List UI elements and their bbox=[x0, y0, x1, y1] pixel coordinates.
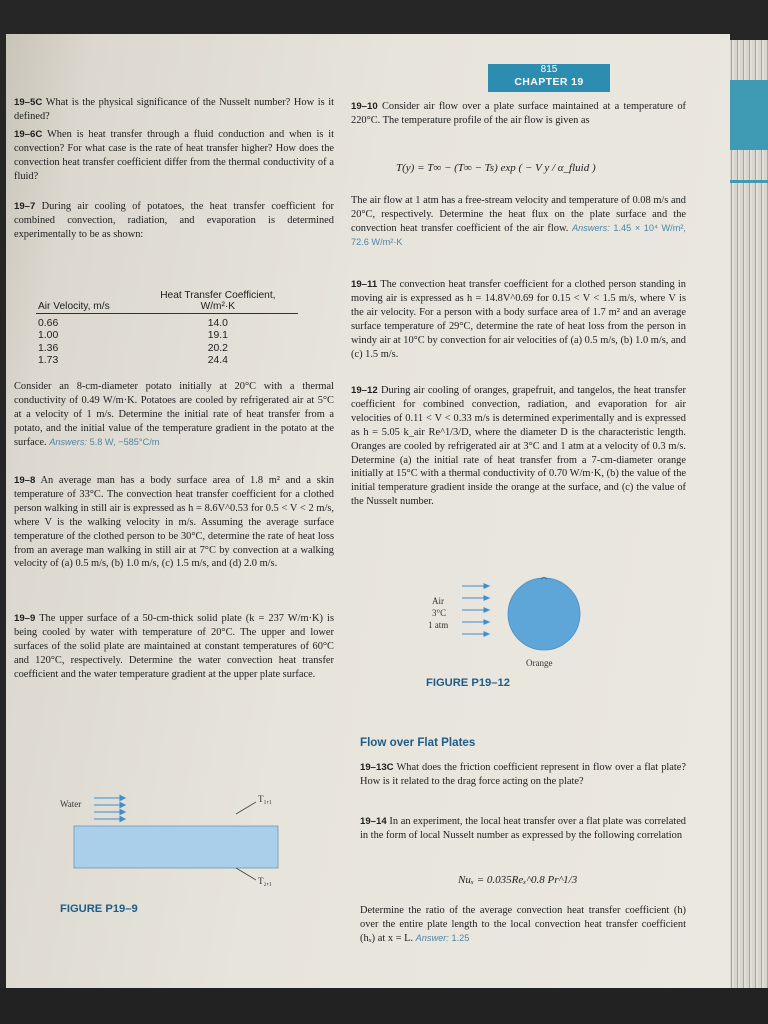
t1-label: T₁,₁ bbox=[258, 794, 273, 804]
problem-19-14: 19–14 In an experiment, the local heat transfer over a flat plate was correlated in the form of local Nusselt number as expressed by the following correlation bbox=[360, 816, 686, 841]
solid-plate bbox=[74, 826, 278, 868]
heat-transfer-table bbox=[36, 290, 298, 368]
problem-19-9: 19–9 The upper surface of a 50-cm-thick solid plate (k = 237 W/m·K) is being cooled by water with temperature of 20°C. The upper and lower surfaces of the solid plate are maintained at constant temperatures of 60°C and 120°C, respectively. Determine the water convection heat transfer coefficient and the water temperature gradient at the upper plate surface. bbox=[14, 613, 334, 680]
problem-19-5c: 19–5C What is the physical significance of the Nusselt number? How is it defined? bbox=[14, 97, 334, 122]
chapter-label: CHAPTER 19 bbox=[514, 76, 584, 88]
figure-p19-9-caption: FIGURE P19–9 bbox=[60, 903, 138, 915]
equation-nusselt: Nuₓ = 0.035Reₓ^0.8 Pr^1/3 bbox=[458, 874, 578, 886]
air-pressure-label: 1 atm bbox=[428, 620, 449, 630]
bottom-shadow bbox=[0, 988, 768, 1024]
problem-19-10-continued: The air flow at 1 atm has a free-stream velocity and temperature of 0.08 m/s and 20°C, respectively. Determine the heat flux on the plate surface and the convection heat transfer coefficient of the air flow. Answers: 1.45 × 10⁴ W/m², 72.6 W/m²·K bbox=[351, 195, 686, 247]
problem-19-13c: 19–13C What does the friction coefficient represent in flow over a flat plate? How is it related to the drag force acting on the plate? bbox=[360, 762, 687, 787]
figure-p19-12-caption: FIGURE P19–12 bbox=[426, 677, 510, 689]
air-temperature-label: 3°C bbox=[432, 608, 447, 618]
section-heading: Flow over Flat Plates bbox=[360, 736, 476, 749]
problem-19-7: 19–7 During air cooling of potatoes, the heat transfer coefficient for combined convection, radiation, and evaporation is determined experimentally to be as shown: bbox=[14, 201, 334, 240]
table-header-coefficient: Heat Transfer Coefficient, W/m²·K bbox=[138, 290, 298, 314]
page-number: 815 bbox=[540, 64, 558, 75]
table-row: 1.00 19.1 bbox=[38, 330, 228, 342]
figure-p19-12-diagram bbox=[422, 574, 602, 676]
orange-sphere bbox=[508, 578, 580, 650]
air-label: Air bbox=[432, 596, 444, 606]
figure-p19-9-diagram bbox=[54, 786, 314, 896]
problem-19-10: 19–10 Consider air flow over a plate surface maintained at a temperature of 220°C. The temperature profile of the air flow is given as bbox=[351, 101, 686, 126]
table-row: 1.36 20.2 bbox=[38, 342, 228, 354]
book-page bbox=[6, 34, 730, 992]
t2-label: T₂,₁ bbox=[258, 876, 273, 886]
flow-arrows bbox=[94, 796, 125, 822]
table-header-velocity: Air Velocity, m/s bbox=[36, 290, 138, 314]
problem-19-8: 19–8 An average man has a body surface area of 1.8 m² and a skin temperature of 33°C. The convection heat transfer coefficient for a clothed person walking in still air is expressed as h = 8.6V^0.53 for 0.5 < V < 2 m/s, where V is the walking velocity in m/s. Assuming the average surface temperature of the clothed person to be 30°C, determine the rate of heat loss from an average man walking in still air at 7°C by convection at a walking velocity of (a) 0.5 m/s, (b) 1.0 m/s, (c) 1.5 m/s, and (d) 2.0 m/s. bbox=[14, 475, 335, 570]
problem-19-6c: 19–6C When is heat transfer through a fluid conduction and when is it convection? For what case is the rate of heat transfer higher? How does the convection heat transfer coefficient differ from the thermal conductivity of a fluid? bbox=[14, 129, 334, 182]
problem-19-11: 19–11 The convection heat transfer coefficient for a clothed person standing in moving air is expressed as h = 14.8V^0.69 for 0.15 < V < 1.5 m/s, where V is the air velocity. For a person with a body surface area of 1.7 m² and an average surface temperature of 29°C, determine the rate of heat loss from the person in windy air at 10°C by convection for air velocities of (a) 0.5 m/s, (b) 1.0 m/s, and (c) 1.5 m/s. bbox=[351, 279, 686, 360]
air-flow-arrows bbox=[462, 584, 489, 636]
problem-19-14-continued: Determine the ratio of the average convection heat transfer coefficient (h) over the entire plate length to the local convection heat transfer coefficient (hₓ) at x = L. Answer: 1.25 bbox=[360, 905, 686, 944]
problem-19-12: 19–12 During air cooling of oranges, grapefruit, and tangelos, the heat transfer coefficient for combined convection, radiation, and evaporation for air velocities of 0.11 < V < 0.33 m/s is determined experimentally and is expressed as h = 5.05 k_air Re^1/3/D, where the diameter D is the characteristic length. Oranges are cooled by refrigerated air at 3°C and 1 atm at a velocity of 0.3 m/s. Determine (a) the initial rate of heat transfer from a 7-cm-diameter orange initially at 15°C with a thermal conductivity of 0.70 W/m·K, (b) the value of the initial temperature gradient inside the orange at the surface, and (c) the value of the Nusselt number. bbox=[351, 385, 686, 508]
orange-label: Orange bbox=[526, 658, 553, 668]
table-row: 1.73 24.4 bbox=[38, 355, 228, 367]
problem-19-7-continued: Consider an 8-cm-diameter potato initially at 20°C with a thermal conductivity of 0.49 W/m·K. Potatoes are cooled by refrigerated air at 5°C at a velocity of 1 m/s. Determine the initial rate of heat transfer from a potato, and the initial value of the temperature gradient in the potato at the surface. Answers: 5.8 W, −585°C/m bbox=[14, 381, 334, 448]
water-label: Water bbox=[60, 799, 82, 809]
chapter-header bbox=[488, 64, 610, 92]
table-row: 0.66 14.0 bbox=[38, 318, 228, 329]
equation-temperature-profile: T(y) = T∞ − (T∞ − Ts) exp ( − V y / α_fluid ) bbox=[396, 162, 596, 174]
